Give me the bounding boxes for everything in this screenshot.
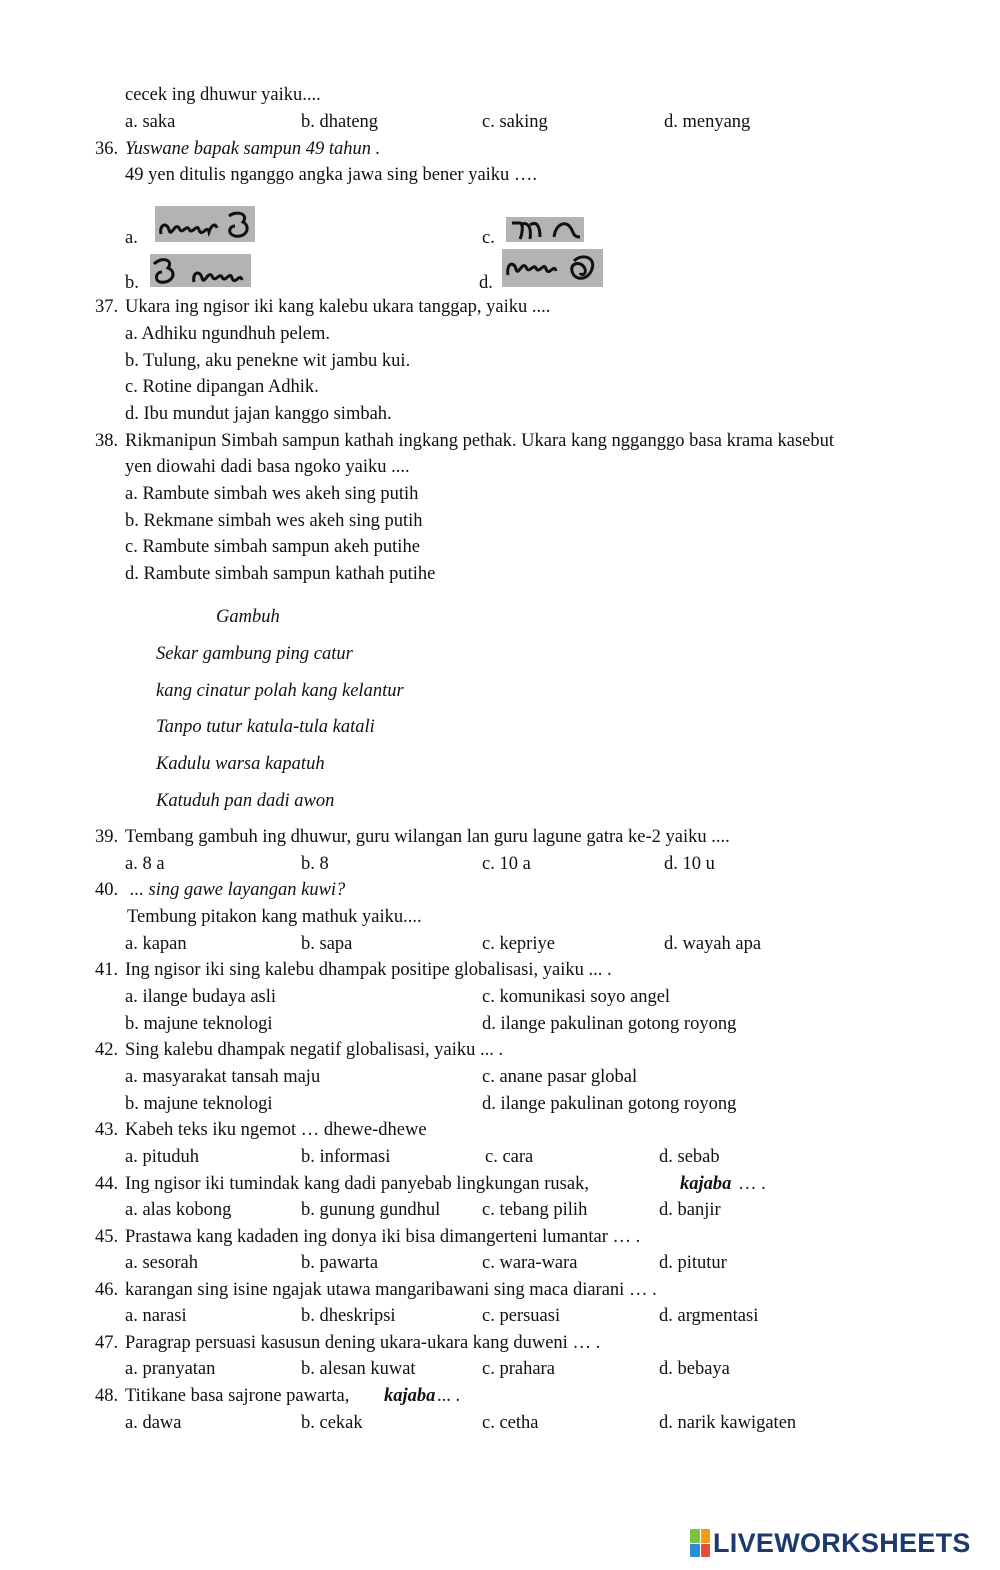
option-c[interactable]: c. kepriye <box>482 934 555 954</box>
poem-line: Tanpo tutur katula-tula katali <box>156 717 375 737</box>
option-d[interactable]: d. ilange pakulinan gotong royong <box>482 1094 737 1114</box>
option-d-label: d. <box>479 273 493 293</box>
option-b[interactable]: b. dhateng <box>301 112 379 132</box>
option-a[interactable]: a. narasi <box>125 1306 187 1326</box>
option-d[interactable]: d. narik kawigaten <box>659 1413 797 1433</box>
option-d[interactable]: d. sebab <box>659 1147 720 1167</box>
question-text-ellipsis: … . <box>738 1174 766 1194</box>
question-40-prompt: Tembung pitakon kang mathuk yaiku.... <box>127 907 422 927</box>
option-d[interactable]: d. Ibu mundut jajan kanggo simbah. <box>125 404 392 424</box>
liveworksheets-brand-text: LIVEWORKSHEETS <box>713 1528 971 1558</box>
question-43-options <box>0 1144 1000 1171</box>
option-d[interactable]: d. argmentasi <box>659 1306 759 1326</box>
option-a[interactable]: a. ilange budaya asli <box>125 987 277 1007</box>
question-40 <box>0 877 1000 904</box>
option-d[interactable]: d. pitutur <box>659 1253 727 1273</box>
option-b[interactable]: b. Rekmane simbah wes akeh sing putih <box>125 511 423 531</box>
option-d[interactable]: d. ilange pakulinan gotong royong <box>482 1014 737 1034</box>
question-text: Prastawa kang kadaden ing donya iki bisa dimangerteni lumantar … . <box>125 1227 641 1247</box>
question-41 <box>0 957 1000 984</box>
option-c[interactable]: c. cara <box>485 1147 534 1167</box>
question-text: Yuswane bapak sampun 49 tahun . <box>125 139 381 159</box>
question-text: Ing ngisor iki tumindak kang dadi panyebab lingkungan rusak, <box>125 1174 589 1194</box>
question-47-options <box>0 1356 1000 1383</box>
question-36 <box>0 136 1000 163</box>
question-number: 47. <box>95 1333 119 1353</box>
option-d[interactable]: d. Rambute simbah sampun kathah putihe <box>125 564 436 584</box>
question-40-options <box>0 931 1000 958</box>
option-b[interactable]: b. pawarta <box>301 1253 379 1273</box>
option-c[interactable]: c. tebang pilih <box>482 1200 588 1220</box>
poem-title: Gambuh <box>216 607 280 627</box>
question-41-options-row2 <box>0 1011 1000 1038</box>
question-35-options <box>0 109 1000 136</box>
question-text: Sing kalebu dhampak negatif globalisasi, yaiku ... . <box>125 1040 504 1060</box>
option-c[interactable]: c. 10 a <box>482 854 531 874</box>
option-a[interactable]: a. Rambute simbah wes akeh sing putih <box>125 484 419 504</box>
option-b[interactable]: b. majune teknologi <box>125 1014 273 1034</box>
question-42 <box>0 1037 1000 1064</box>
option-a[interactable]: a. sesorah <box>125 1253 198 1273</box>
question-number: 46. <box>95 1280 119 1300</box>
option-c-label: c. <box>482 228 495 248</box>
question-45 <box>0 1224 1000 1251</box>
poem-line: Katuduh pan dadi awon <box>156 791 335 811</box>
question-48-options <box>0 1410 1000 1437</box>
question-number: 37. <box>95 297 119 317</box>
question-text-emphasis: kajaba <box>384 1386 436 1406</box>
option-a[interactable]: a. 8 a <box>125 854 165 874</box>
question-text: Ukara ing ngisor iki kang kalebu ukara tanggap, yaiku .... <box>125 297 551 317</box>
question-41-options-row1 <box>0 984 1000 1011</box>
option-a[interactable]: a. dawa <box>125 1413 182 1433</box>
option-b[interactable]: b. 8 <box>301 854 329 874</box>
poem-line: Sekar gambung ping catur <box>156 644 353 664</box>
question-number: 39. <box>95 827 119 847</box>
question-text: Rikmanipun Simbah sampun kathah ingkang pethak. Ukara kang ngganggo basa krama kasebut <box>125 431 834 451</box>
question-46-options <box>0 1303 1000 1330</box>
question-48 <box>0 1383 1000 1410</box>
option-b[interactable]: b. Tulung, aku penekne wit jambu kui. <box>125 351 411 371</box>
option-d[interactable]: d. wayah apa <box>664 934 762 954</box>
poem-line: kang cinatur polah kang kelantur <box>156 681 404 701</box>
question-text: Tembang gambuh ing dhuwur, guru wilangan lan guru lagune gatra ke-2 yaiku .... <box>125 827 730 847</box>
question-43 <box>0 1117 1000 1144</box>
javanese-numeral-option-a[interactable] <box>155 206 255 242</box>
liveworksheets-logo-icon <box>690 1529 710 1557</box>
liveworksheets-logo[interactable] <box>690 1527 971 1559</box>
option-a[interactable]: a. pituduh <box>125 1147 199 1167</box>
question-number: 42. <box>95 1040 119 1060</box>
option-c[interactable]: c. cetha <box>482 1413 539 1433</box>
question-44 <box>0 1171 1000 1198</box>
question-37 <box>0 294 1000 321</box>
option-a-label: a. <box>125 228 138 248</box>
question-number: 48. <box>95 1386 119 1406</box>
option-a[interactable]: a. pranyatan <box>125 1359 216 1379</box>
question-number: 38. <box>95 431 119 451</box>
question-39 <box>0 824 1000 851</box>
question-number: 45. <box>95 1227 119 1247</box>
question-text: Ing ngisor iki sing kalebu dhampak positipe globalisasi, yaiku ... . <box>125 960 612 980</box>
option-c[interactable]: c. saking <box>482 112 548 132</box>
question-text: Titikane basa sajrone pawarta, <box>125 1386 350 1406</box>
option-a[interactable]: a. alas kobong <box>125 1200 232 1220</box>
question-text-emphasis: kajaba <box>680 1174 732 1194</box>
question-45-options <box>0 1250 1000 1277</box>
question-text: Kabeh teks iku ngemot … dhewe-dhewe <box>125 1120 427 1140</box>
option-a[interactable]: a. Adhiku ngundhuh pelem. <box>125 324 331 344</box>
question-39-options <box>0 851 1000 878</box>
option-b[interactable]: b. dheskripsi <box>301 1306 396 1326</box>
option-d[interactable]: d. bebaya <box>659 1359 730 1379</box>
option-d[interactable]: d. 10 u <box>664 854 715 874</box>
question-number: 41. <box>95 960 119 980</box>
question-text: ... sing gawe layangan kuwi? <box>130 880 346 900</box>
option-c[interactable]: c. Rotine dipangan Adhik. <box>125 377 319 397</box>
javanese-numeral-option-c[interactable] <box>506 217 584 242</box>
question-38-continued: yen diowahi dadi basa ngoko yaiku .... <box>125 457 410 477</box>
option-c[interactable]: c. persuasi <box>482 1306 561 1326</box>
javanese-numeral-option-d[interactable] <box>502 249 603 287</box>
question-38 <box>0 428 1000 455</box>
option-c[interactable]: c. komunikasi soyo angel <box>482 987 671 1007</box>
question-number: 40. <box>95 880 119 900</box>
option-c[interactable]: c. Rambute simbah sampun akeh putihe <box>125 537 420 557</box>
option-d[interactable]: d. banjir <box>659 1200 721 1220</box>
question-number: 43. <box>95 1120 119 1140</box>
question-44-options <box>0 1197 1000 1224</box>
option-b-label: b. <box>125 273 139 293</box>
option-c[interactable]: c. wara-wara <box>482 1253 578 1273</box>
question-number: 36. <box>95 139 119 159</box>
question-35-stem: cecek ing dhuwur yaiku.... <box>125 85 321 105</box>
question-number: 44. <box>95 1174 119 1194</box>
option-a[interactable]: a. masyarakat tansah maju <box>125 1067 321 1087</box>
option-a[interactable]: a. kapan <box>125 934 187 954</box>
option-b[interactable]: b. informasi <box>301 1147 391 1167</box>
option-d[interactable]: d. menyang <box>664 112 751 132</box>
poem-line: Kadulu warsa kapatuh <box>156 754 325 774</box>
option-b[interactable]: b. gunung gundhul <box>301 1200 441 1220</box>
option-c[interactable]: c. anane pasar global <box>482 1067 638 1087</box>
javanese-numeral-option-b[interactable] <box>150 254 251 287</box>
question-36-prompt: 49 yen ditulis nganggo angka jawa sing bener yaiku …. <box>125 165 538 185</box>
option-c[interactable]: c. prahara <box>482 1359 555 1379</box>
option-b[interactable]: b. sapa <box>301 934 353 954</box>
option-b[interactable]: b. cekak <box>301 1413 363 1433</box>
question-42-options-row2 <box>0 1091 1000 1118</box>
question-47 <box>0 1330 1000 1357</box>
question-text: Paragrap persuasi kasusun dening ukara-ukara kang duweni … . <box>125 1333 601 1353</box>
question-text-ellipsis: ... . <box>437 1386 461 1406</box>
question-46 <box>0 1277 1000 1304</box>
question-text: karangan sing isine ngajak utawa mangaribawani sing maca diarani … . <box>125 1280 657 1300</box>
option-b[interactable]: b. alesan kuwat <box>301 1359 416 1379</box>
option-a[interactable]: a. saka <box>125 112 176 132</box>
question-42-options-row1 <box>0 1064 1000 1091</box>
option-b[interactable]: b. majune teknologi <box>125 1094 273 1114</box>
